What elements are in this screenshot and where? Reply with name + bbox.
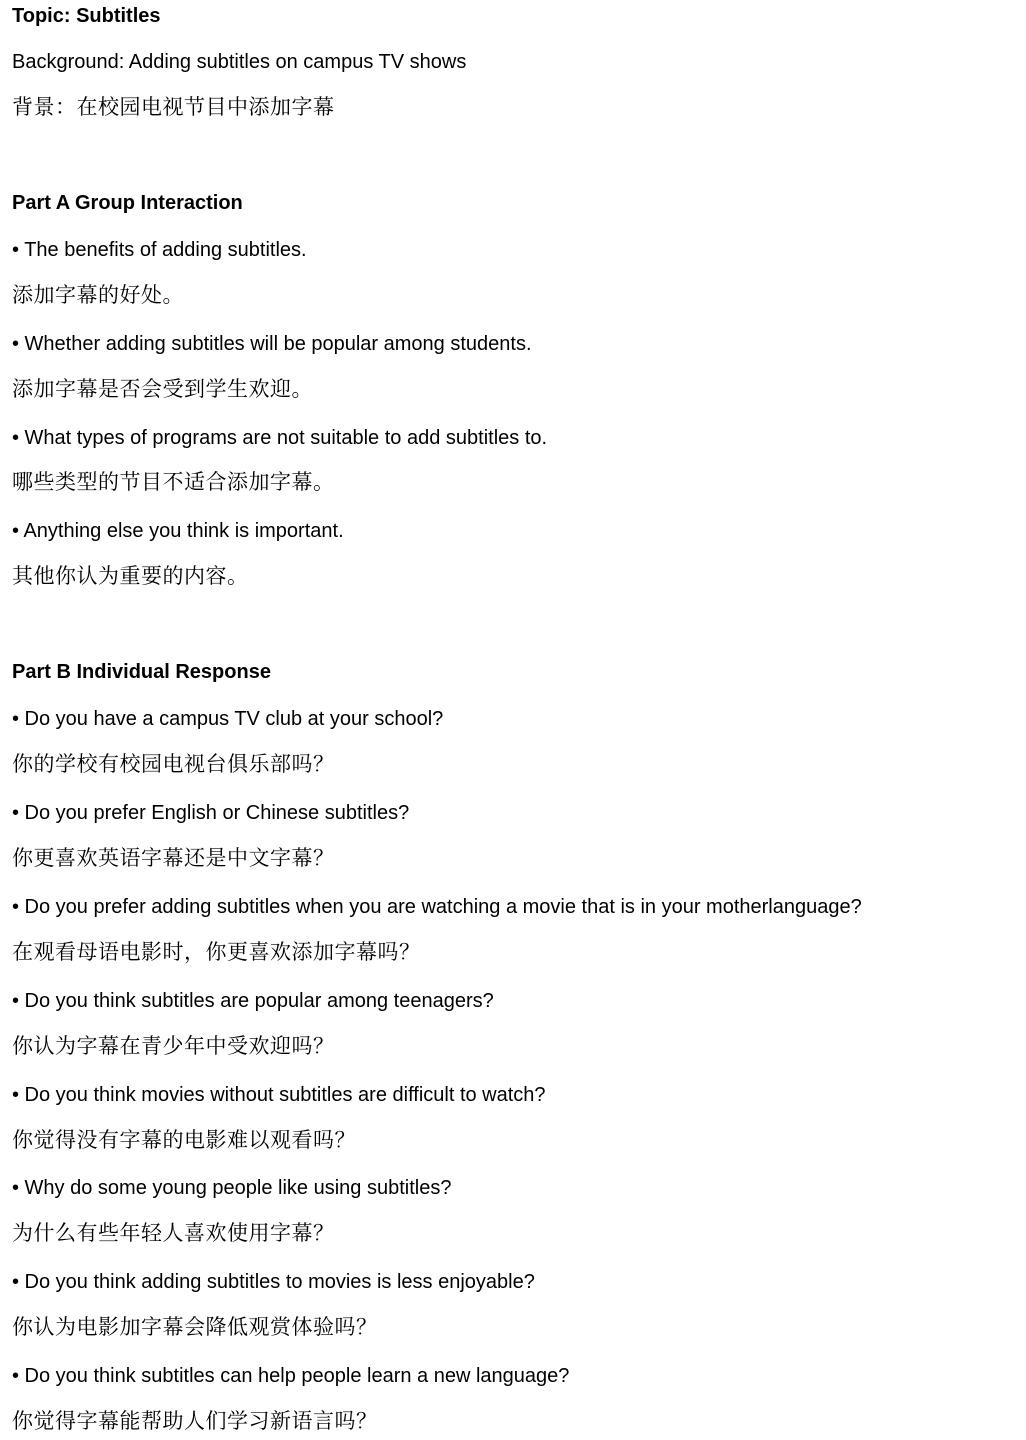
part-b-item-1-chinese: 你的学校有校园电视台俱乐部吗？: [12, 752, 335, 776]
part-a-item-2-chinese: 添加字幕是否会受到学生欢迎。: [12, 377, 313, 401]
part-b-item-4-english: • Do you think subtitles are popular among teenagers?: [12, 990, 494, 1012]
part-a-item-3-chinese: 哪些类型的节目不适合添加字幕。: [12, 470, 335, 494]
part-b-item-5-chinese: 你觉得没有字幕的电影难以观看吗？: [12, 1128, 356, 1152]
topic-heading: Topic: Subtitles: [12, 5, 161, 27]
part-a-item-4-chinese: 其他你认为重要的内容。: [12, 564, 249, 588]
background-chinese: 背景：在校园电视节目中添加字幕: [12, 95, 335, 119]
part-b-item-2-english: • Do you prefer English or Chinese subtitles?: [12, 802, 410, 824]
part-b-item-6-chinese: 为什么有些年轻人喜欢使用字幕？: [12, 1221, 335, 1245]
part-b-item-3-chinese: 在观看母语电影时，你更喜欢添加字幕吗？: [12, 940, 421, 964]
part-b-item-8-english: • Do you think subtitles can help people learn a new language?: [12, 1365, 570, 1387]
part-b-item-1-english: • Do you have a campus TV club at your school?: [12, 708, 444, 730]
part-b-item-3-english: • Do you prefer adding subtitles when you are watching a movie that is in your motherlanguage?: [12, 896, 862, 918]
part-a-item-4-english: • Anything else you think is important.: [12, 520, 344, 542]
part-b-item-2-chinese: 你更喜欢英语字幕还是中文字幕？: [12, 846, 335, 870]
part-b-item-5-english: • Do you think movies without subtitles are difficult to watch?: [12, 1084, 546, 1106]
part-b-heading: Part B Individual Response: [12, 661, 271, 683]
background-english: Background: Adding subtitles on campus TV shows: [12, 51, 467, 73]
part-a-item-3-english: • What types of programs are not suitable to add subtitles to.: [12, 427, 548, 449]
part-a-heading: Part A Group Interaction: [12, 192, 243, 214]
part-b-item-7-chinese: 你认为电影加字幕会降低观赏体验吗？: [12, 1315, 378, 1339]
part-b-item-8-chinese: 你觉得字幕能帮助人们学习新语言吗？: [12, 1409, 378, 1433]
part-a-item-1-english: • The benefits of adding subtitles.: [12, 239, 307, 261]
part-a-item-1-chinese: 添加字幕的好处。: [12, 283, 184, 307]
part-b-item-4-chinese: 你认为字幕在青少年中受欢迎吗？: [12, 1034, 335, 1058]
part-b-item-7-english: • Do you think adding subtitles to movies is less enjoyable?: [12, 1271, 535, 1293]
part-a-item-2-english: • Whether adding subtitles will be popular among students.: [12, 333, 532, 355]
part-b-item-6-english: • Why do some young people like using subtitles?: [12, 1177, 452, 1199]
